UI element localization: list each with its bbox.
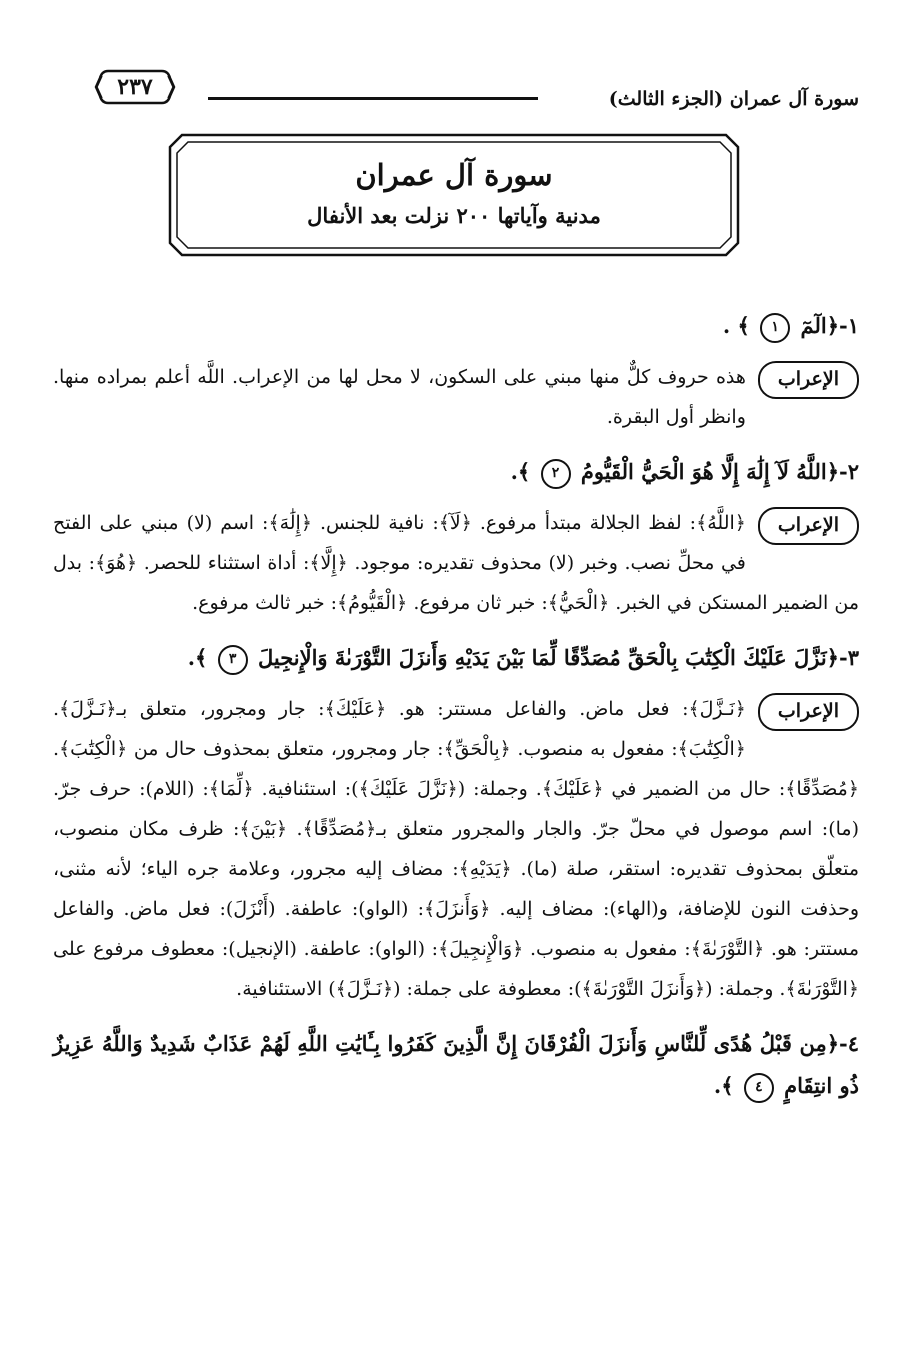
verse-text: ٤-﴿مِن قَبْلُ هُدًى لِّلنَّاسِ وَأَنزَلَ الْفُرْقَانَ إِنَّ الَّذِينَ كَفَرُوا بِـَٔايَٰتِ اللَّهِ لَهُمْ عَذَابٌ شَدِيدٌ وَاللَّهُ عَزِيزٌ ذُو انتِقَامٍ xyxy=(53,1031,859,1098)
ayah-number-icon: ١ xyxy=(760,313,790,343)
verse-suffix: ﴾. xyxy=(713,1073,734,1098)
ayah-number-icon: ٣ xyxy=(218,645,248,675)
verse-3 xyxy=(53,637,859,679)
verse-text: ٣-﴿نَزَّلَ عَلَيْكَ الْكِتَٰبَ بِالْحَقِّ مُصَدِّقًا لِّمَا بَيْنَ يَدَيْهِ وَأَنزَلَ التَّوْرَىٰةَ وَالْإِنجِيلَ xyxy=(257,645,859,670)
ayah-number-icon: ٢ xyxy=(541,459,571,489)
surah-title: سورة آل عمران xyxy=(355,158,553,192)
verse-4 xyxy=(53,1023,859,1107)
ayah-number-icon: ٤ xyxy=(744,1073,774,1103)
verse-suffix: ﴾ . xyxy=(722,313,750,338)
page-number: ٢٣٧ xyxy=(117,74,153,100)
irab-label: الإعراب xyxy=(758,361,859,399)
running-title: سورة آل عمران (الجزء الثالث) xyxy=(608,88,859,110)
irab-text: ﴿اللَّهُ﴾: لفظ الجلالة مبتدأ مرفوع. ﴿لَآ﴾: نافية للجنس. ﴿إِلَٰهَ﴾: اسم (لا) مبني على الفتح في محلِّ نصب. وخبر (لا) محذوف تقديره: موجود. ﴿إِلَّا﴾: أداة استثناء للحصر. ﴿هُوَ﴾: بدل من الضمير المستكن في الخبر. ﴿الْحَيُّ﴾: خبر ثان مرفوع. ﴿الْقَيُّومُ﴾: خبر ثالث مرفوع. xyxy=(53,512,859,614)
verse-2 xyxy=(53,451,859,493)
irab-text: هذه حروف كلٌّ منها مبني على السكون، لا محل لها من الإعراب. اللَّه أعلم بمراده منها. وانظر أول البقرة. xyxy=(53,366,746,428)
irab-text: ﴿نَـزَّلَ﴾: فعل ماض. والفاعل مستتر: هو. ﴿عَلَيْكَ﴾: جار ومجرور، متعلق بـ﴿نَـزَّلَ﴾. ﴿الْكِتَٰبَ﴾: مفعول به منصوب. ﴿بِالْحَقِّ﴾: جار ومجرور، متعلق بمحذوف حال من ﴿الْكِتَٰبَ﴾. ﴿مُصَدِّقًا﴾: حال من الضمير في ﴿عَلَيْكَ﴾. وجملة: (﴿نَزَّلَ عَلَيْكَ﴾): استئنافية. ﴿لِّمَا﴾: (اللام): حرف جرّ. (ما): اسم موصول في محلّ جرّ. والجار والمجرور متعلق بـ﴿مُصَدِّقًا﴾. ﴿بَيْنَ﴾: ظرف مكان منصوب، متعلّق بمحذوف تقديره: استقر، صلة (ما). ﴿يَدَيْهِ﴾: مضاف إليه مجرور، وعلامة جره الياء؛ لأنه مثنى، وحذفت النون للإضافة، و(الهاء): مضاف إليه. ﴿وَأَنزَلَ﴾: (الواو): عاطفة. (أَنْزَلَ): فعل ماض. والفاعل مستتر: هو. ﴿التَّوْرَىٰةَ﴾: مفعول به منصوب. ﴿وَالْإِنجِيلَ﴾: (الواو): عاطفة. (الإنجيل): معطوف مرفوع على ﴿التَّوْرَىٰةَ﴾. وجملة: (﴿وَأَنزَلَ التَّوْرَىٰةَ﴾): معطوفة على جملة: (﴿نَـزَّلَ﴾) الاستئنافية. xyxy=(53,698,859,1000)
verse-suffix: ﴾. xyxy=(187,645,208,670)
verse-1 xyxy=(53,305,859,347)
verse-suffix: ﴾. xyxy=(510,459,531,484)
surah-subtitle: مدنية وآياتها ٢٠٠ نزلت بعد الأنفال xyxy=(307,203,601,228)
verse-text: ١-﴿الٓمٓ xyxy=(800,313,859,338)
irab-label: الإعراب xyxy=(758,507,859,545)
irab-paragraph-1 xyxy=(53,357,859,437)
commentary-body xyxy=(53,305,859,1117)
irab-paragraph-2 xyxy=(53,503,859,623)
surah-title-frame xyxy=(168,133,740,257)
page-number-badge xyxy=(94,68,176,106)
title-frame-border-icon xyxy=(168,133,740,257)
verse-text: ٢-﴿اللَّهُ لَآ إِلَٰهَ إِلَّا هُوَ الْحَيُّ الْقَيُّومُ xyxy=(580,459,859,484)
irab-paragraph-3 xyxy=(53,689,859,1009)
header-rule xyxy=(208,97,538,100)
irab-label: الإعراب xyxy=(758,693,859,731)
